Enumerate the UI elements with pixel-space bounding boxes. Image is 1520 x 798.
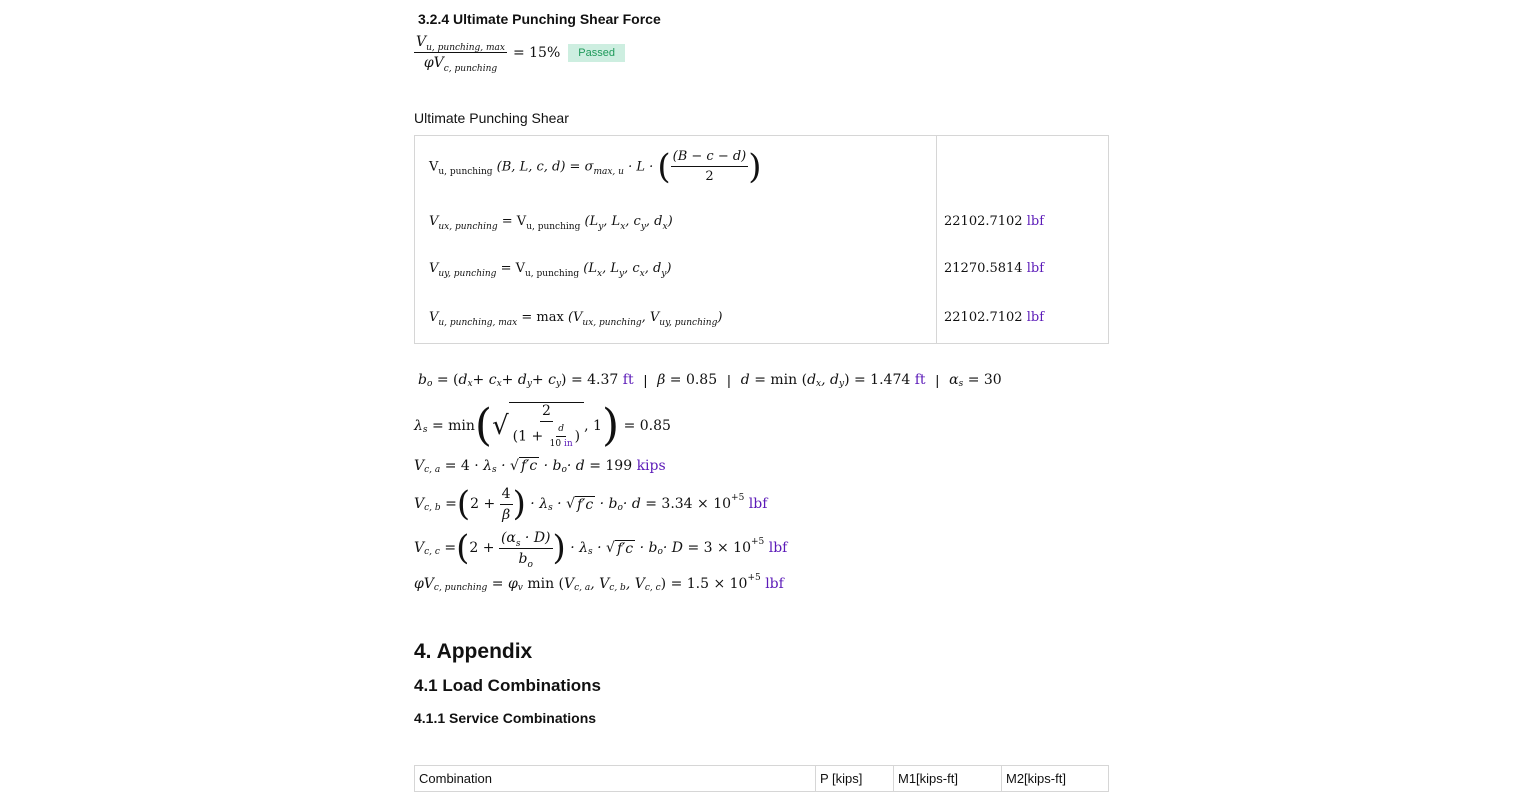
combinations-table bbox=[414, 765, 1109, 792]
col-header-p: P [kips] bbox=[816, 766, 894, 792]
lambda-line: λ s = min ( √ 2 (1 + $\frac{d}{10 in}$ ) , 1 ) = 0.85 bbox=[414, 400, 671, 451]
section-heading: 3.2.4 Ultimate Punching Shear Force bbox=[418, 11, 661, 27]
formula-cell: $V_{u, punching}$ (B, L, c, $d) = \sigma_{max, u} \cdot L$ · ( $\frac{(B - c - d)}{2}$ ) bbox=[415, 136, 937, 198]
subsection-label: Ultimate Punching Shear bbox=[414, 110, 569, 126]
table-header-row bbox=[415, 766, 1109, 792]
formula-cell: $V_{ux, punching} = V_{u, punching}$ ($L_y$, $L_x$, $c_y$, $d_x$) bbox=[415, 198, 937, 245]
value-cell: 21270.5814 lbf bbox=[944, 260, 1045, 276]
table-row bbox=[415, 292, 1109, 344]
load-combinations-heading: 4.1 Load Combinations bbox=[414, 676, 602, 695]
ratio-fraction: $\frac{V_{u, punching, max}}{\varphi V_{c, punching}}$ bbox=[416, 34, 505, 74]
formula-cell: $V_{uy, punching} = V_{u, punching}$ ($L_x$, $L_y$, $c_x$, $d_y$) bbox=[415, 245, 937, 292]
col-header-combination: Combination bbox=[415, 766, 816, 792]
vcb-line: V c, b = ( 2 + $\frac{4}{\beta}$ ) · λ s · √ f′c · b o · d = 3.34 × 10 +5 lbf bbox=[414, 484, 768, 524]
formula-cell: $V_{u, punching, max} = \max (V_{ux, punching}$, $V_{uy, punching}$) bbox=[415, 292, 937, 344]
table-row bbox=[415, 198, 1109, 245]
vca-line: V c, a = 4 · λ s · √ f′c · b o · d = 199 kips bbox=[414, 457, 666, 475]
parameter-line: b o = ( d x + c x + d y + c y ) = 4.37 ft | β = 0.85 | d = min ( d x , d y ) = 1.474 ft | α s = 30 bbox=[418, 372, 1002, 389]
phi-vc-line: φV c, punching = φ v min ( V c, a , V c, b , V c, c ) = 1.5 × 10 +5 lbf bbox=[414, 573, 784, 593]
calc-table bbox=[414, 135, 1109, 344]
table-row bbox=[415, 136, 1109, 198]
punching-ratio bbox=[414, 34, 625, 74]
ratio-value: = 15% bbox=[512, 44, 561, 61]
appendix-heading: 4. Appendix bbox=[414, 640, 533, 663]
value-cell: 22102.7102 lbf bbox=[944, 309, 1045, 325]
status-badge: Passed bbox=[568, 44, 625, 62]
col-header-m2: M2[kips-ft] bbox=[1002, 766, 1109, 792]
value-cell: 22102.7102 lbf bbox=[944, 213, 1045, 229]
col-header-m1: M1[kips-ft] bbox=[894, 766, 1002, 792]
vcc-line: V c, c = ( 2 + $\frac{(\alpha_s \cdot D)}{b_o}$ ) · λ s · √ f′c · b o · D = 3 × 10 +5 lbf bbox=[414, 528, 788, 570]
value-cell bbox=[937, 136, 1109, 198]
table-row bbox=[415, 245, 1109, 292]
service-combinations-heading: 4.1.1 Service Combinations bbox=[414, 710, 597, 726]
